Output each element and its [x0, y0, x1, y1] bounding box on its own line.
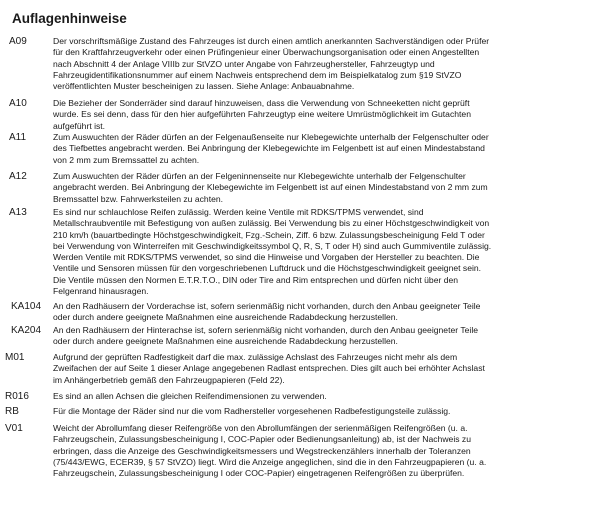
note-code: R016: [5, 391, 29, 402]
note-code: KA204: [11, 325, 42, 336]
note-code: KA104: [11, 301, 42, 312]
note-text: An den Radhäusern der Hinterachse ist, sofern serienmäßig nicht vorhanden, durch den Anbau geeigneter Teile oder durch andere geeignete Maßnahmen eine ausreichende Radabdeckung herzustellen.: [53, 325, 479, 347]
note-code: A09: [9, 36, 27, 47]
note-text: Zum Auswuchten der Räder dürfen an der Felgeninnenseite nur Klebegewichte unterhalb der Felgenschulter angebracht werden. Bei Anbringung der Klebegewichte im Felgenbett ist auf einen Mindestabstand von 2 mm zum Bremssattel bzw. Fahrwerksteilen zu achten.: [53, 171, 488, 204]
note-text: Für die Montage der Räder sind nur die vom Radhersteller vorgesehenen Radbefestigungsteile zulässig.: [53, 406, 451, 416]
note-code: V01: [5, 423, 23, 434]
note-code: A10: [9, 98, 27, 109]
page-title: Auflagenhinweise: [12, 11, 127, 26]
note-code: A13: [9, 207, 27, 218]
note-text: Aufgrund der geprüften Radfestigkeit darf die max. zulässige Achslast des Fahrzeuges nicht mehr als dem Zweifachen der auf Seite 1 dieser Anlage angegebenen Radlast entsprechen. Dies gilt auch bei erhöhter Achslast im Anhängerbetrieb gemäß den Fahrzeugpapieren (Feld 22).: [53, 352, 485, 385]
note-text: Es sind an allen Achsen die gleichen Reifendimensionen zu verwenden.: [53, 391, 327, 401]
note-text: Zum Auswuchten der Räder dürfen an der Felgenaußenseite nur Klebegewichte unterhalb der Felgenschulter oder des Tiefbettes angebracht werden. Bei Anbringung der Klebegewichte im Felgenbett ist auf einen Mindestabstand von 2 mm zum Bremssattel zu achten.: [53, 132, 489, 165]
note-text: Weicht der Abrollumfang dieser Reifengröße von den Abrollumfängen der serienmäßigen Reifengrößen (u. a. Fahrzeugschein, Zulassungsbescheinigung I, COC-Papier oder Bedienungsanleitung) ab, ist der Nachweis zu erbringen, dass die Anzeige des Geschwindigkeitsmessers und Wegstreckenzählers innerhalb der Toleranzen (75/443/EWG, ECER39, § 57 StVZO) liegt. Wird die Anzeige angeglichen, sind die in den Fahrzeugpapieren (u. a. Fahrzeugschein, Zulassungsbescheinigung I oder COC-Papier) eingetragenen Reifengrößen zu überprüfen.: [53, 423, 487, 479]
note-text: An den Radhäusern der Vorderachse ist, sofern serienmäßig nicht vorhanden, durch den Anbau geeigneter Teile oder durch andere geeignete Maßnahmen eine ausreichende Radabdeckung herzustellen.: [53, 301, 481, 323]
note-code: M01: [5, 352, 25, 363]
note-text: Die Bezieher der Sonderräder sind darauf hinzuweisen, dass die Verwendung von Schneeketten nicht geprüft wurde. Es sei denn, dass für den hier aufgeführten Fahrzeugtyp eine weitere Umrüstmöglichkeit im Gutachten aufgeführt ist.: [53, 98, 471, 131]
note-code: A12: [9, 171, 27, 182]
note-text: Der vorschriftsmäßige Zustand des Fahrzeuges ist durch einen amtlich anerkannten Sachverständigen oder Prüfer für den Kraftfahrzeugverkehr oder einen Prüfingenieur einer Überwachungsorganisation oder einen Angestellten nach Abschnitt 4 der Anlage VIIIb zur StVZO unter Angabe von Fahrzeughersteller, Fahrzeugtyp und Fahrzeugidentifikationsnummer auf einem Nachweis entsprechend dem im Beispielkatalog zum §19 StVZO veröffentlichten Muster bescheinigen zu lassen. Siehe Anlage: Anbauabnahme.: [53, 36, 490, 92]
note-code: A11: [9, 132, 27, 143]
note-code: RB: [5, 406, 19, 417]
note-text: Es sind nur schlauchlose Reifen zulässig. Werden keine Ventile mit RDKS/TPMS verwendet, sind Metallschraubventile mit Befestigung von außen zulässig. Bei Verwendung bis zu einer Höchstgeschwindigkeit von 210 km/h (bauartbedingte Höchstgeschwindigkeit, Fzg.-Schein, Ziff. 6 bzw. Zulassungsbescheinigung Feld T oder bei Verwendung von Winterreifen mit Geschwindigkeitssymbol Q, R, S, T oder H) sind auch Gummiventile zulässig. Werden Ventile mit RDKS/TPMS verwendet, so sind die Hinweise und Vorgaben der Hersteller zu beachten. Die Ventile und Sensoren müssen für den vorgeschriebenen Luftdruck und die Höchstgeschwindigkeit geeignet sein. Die Ventile müssen den Normen E.T.R.T.O., DIN oder Tire and Rim entsprechen und dürfen nicht über den Felgenrand hinausragen.: [53, 207, 492, 297]
